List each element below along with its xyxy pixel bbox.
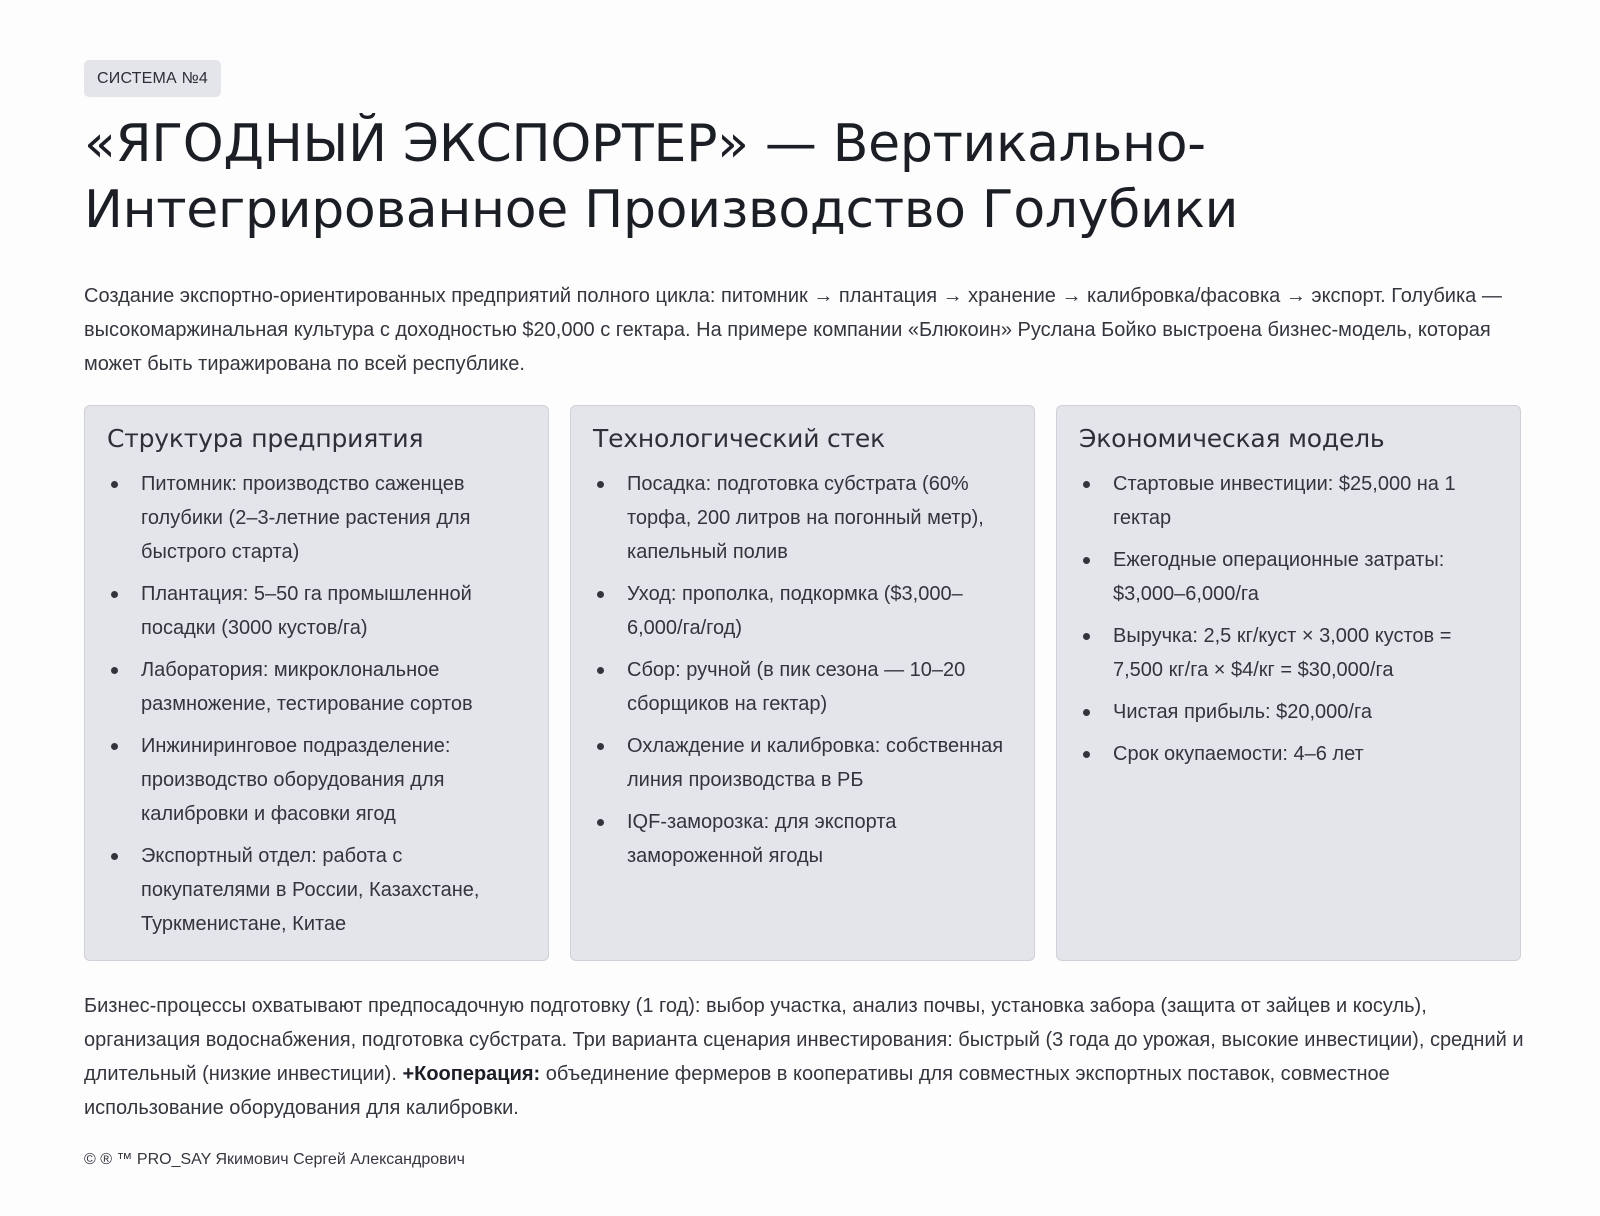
- outro-text-before: Бизнес-процессы охватывают предпосадочную подготовку (1 год): выбор участка, анализ почвы, установка забора (защита от зайцев и косуль), организация водоснабжения, подготовка субстрата. Три варианта сценария инвестирования: быстрый (3 года до урожая, высокие инвестиции), средний и длительный (низкие инвестиции).: [84, 995, 1524, 1085]
- card-list: [593, 467, 1014, 873]
- list-item: Питомник: производство саженцев голубики (2–3-летние растения для быстрого старта): [107, 467, 528, 569]
- outro-paragraph: [84, 989, 1524, 1125]
- card-structure: [84, 405, 549, 961]
- cooperation-label: +Кооперация:: [402, 1063, 541, 1085]
- list-item: Инжиниринговое подразделение: производство оборудования для калибровки и фасовки ягод: [107, 729, 528, 831]
- outro-text-after: объединение фермеров в кооперативы для совместных экспортных поставок, совместное использование оборудования для калибровки.: [84, 1063, 1390, 1119]
- intro-paragraph: Создание экспортно-ориентированных предприятий полного цикла: питомник → плантация → хранение → калибровка/фасовка → экспорт. Голубика — высокомаржинальная культура с доходностью $20,000 с гектара. На примере компании «Блюкоин» Руслана Бойко выстроена бизнес-модель, которая может быть тиражирована по всей республике.: [84, 285, 1502, 375]
- list-item: Срок окупаемости: 4–6 лет: [1079, 737, 1500, 771]
- list-item: Ежегодные операционные затраты: $3,000–6,000/га: [1079, 543, 1500, 611]
- list-item: Посадка: подготовка субстрата (60% торфа, 200 литров на погонный метр), капельный полив: [593, 467, 1014, 569]
- list-item: IQF-заморозка: для экспорта замороженной ягоды: [593, 805, 1014, 873]
- list-item: Уход: прополка, подкормка ($3,000–6,000/га/год): [593, 577, 1014, 645]
- page-title: [84, 111, 1516, 243]
- title-line-1: «ЯГОДНЫЙ ЭКСПОРТЕР» — Вертикально-: [84, 114, 1206, 174]
- cards-row: [84, 405, 1521, 961]
- list-item: Плантация: 5–50 га промышленной посадки (3000 кустов/га): [107, 577, 528, 645]
- card-list: [107, 467, 528, 941]
- card-title: Экономическая модель: [1079, 424, 1385, 453]
- list-item: Экспортный отдел: работа с покупателями в России, Казахстане, Туркменистане, Китае: [107, 839, 528, 941]
- list-item: Стартовые инвестиции: $25,000 на 1 гектар: [1079, 467, 1500, 535]
- system-badge: СИСТЕМА №4: [84, 60, 221, 97]
- card-title: Технологический стек: [593, 424, 885, 453]
- card-title: Структура предприятия: [107, 424, 424, 453]
- card-economic-model: [1056, 405, 1521, 961]
- card-tech-stack: [570, 405, 1035, 961]
- copyright-footer: © ® ™ PRO_SAY Якимович Сергей Александрович: [84, 1151, 465, 1168]
- card-list: [1079, 467, 1500, 771]
- list-item: Охлаждение и калибровка: собственная линия производства в РБ: [593, 729, 1014, 797]
- list-item: Чистая прибыль: $20,000/га: [1079, 695, 1500, 729]
- list-item: Лаборатория: микроклональное размножение, тестирование сортов: [107, 653, 528, 721]
- list-item: Сбор: ручной (в пик сезона — 10–20 сборщиков на гектар): [593, 653, 1014, 721]
- list-item: Выручка: 2,5 кг/куст × 3,000 кустов = 7,500 кг/га × $4/кг = $30,000/га: [1079, 619, 1500, 687]
- title-line-2: Интегрированное Производство Голубики: [84, 180, 1239, 240]
